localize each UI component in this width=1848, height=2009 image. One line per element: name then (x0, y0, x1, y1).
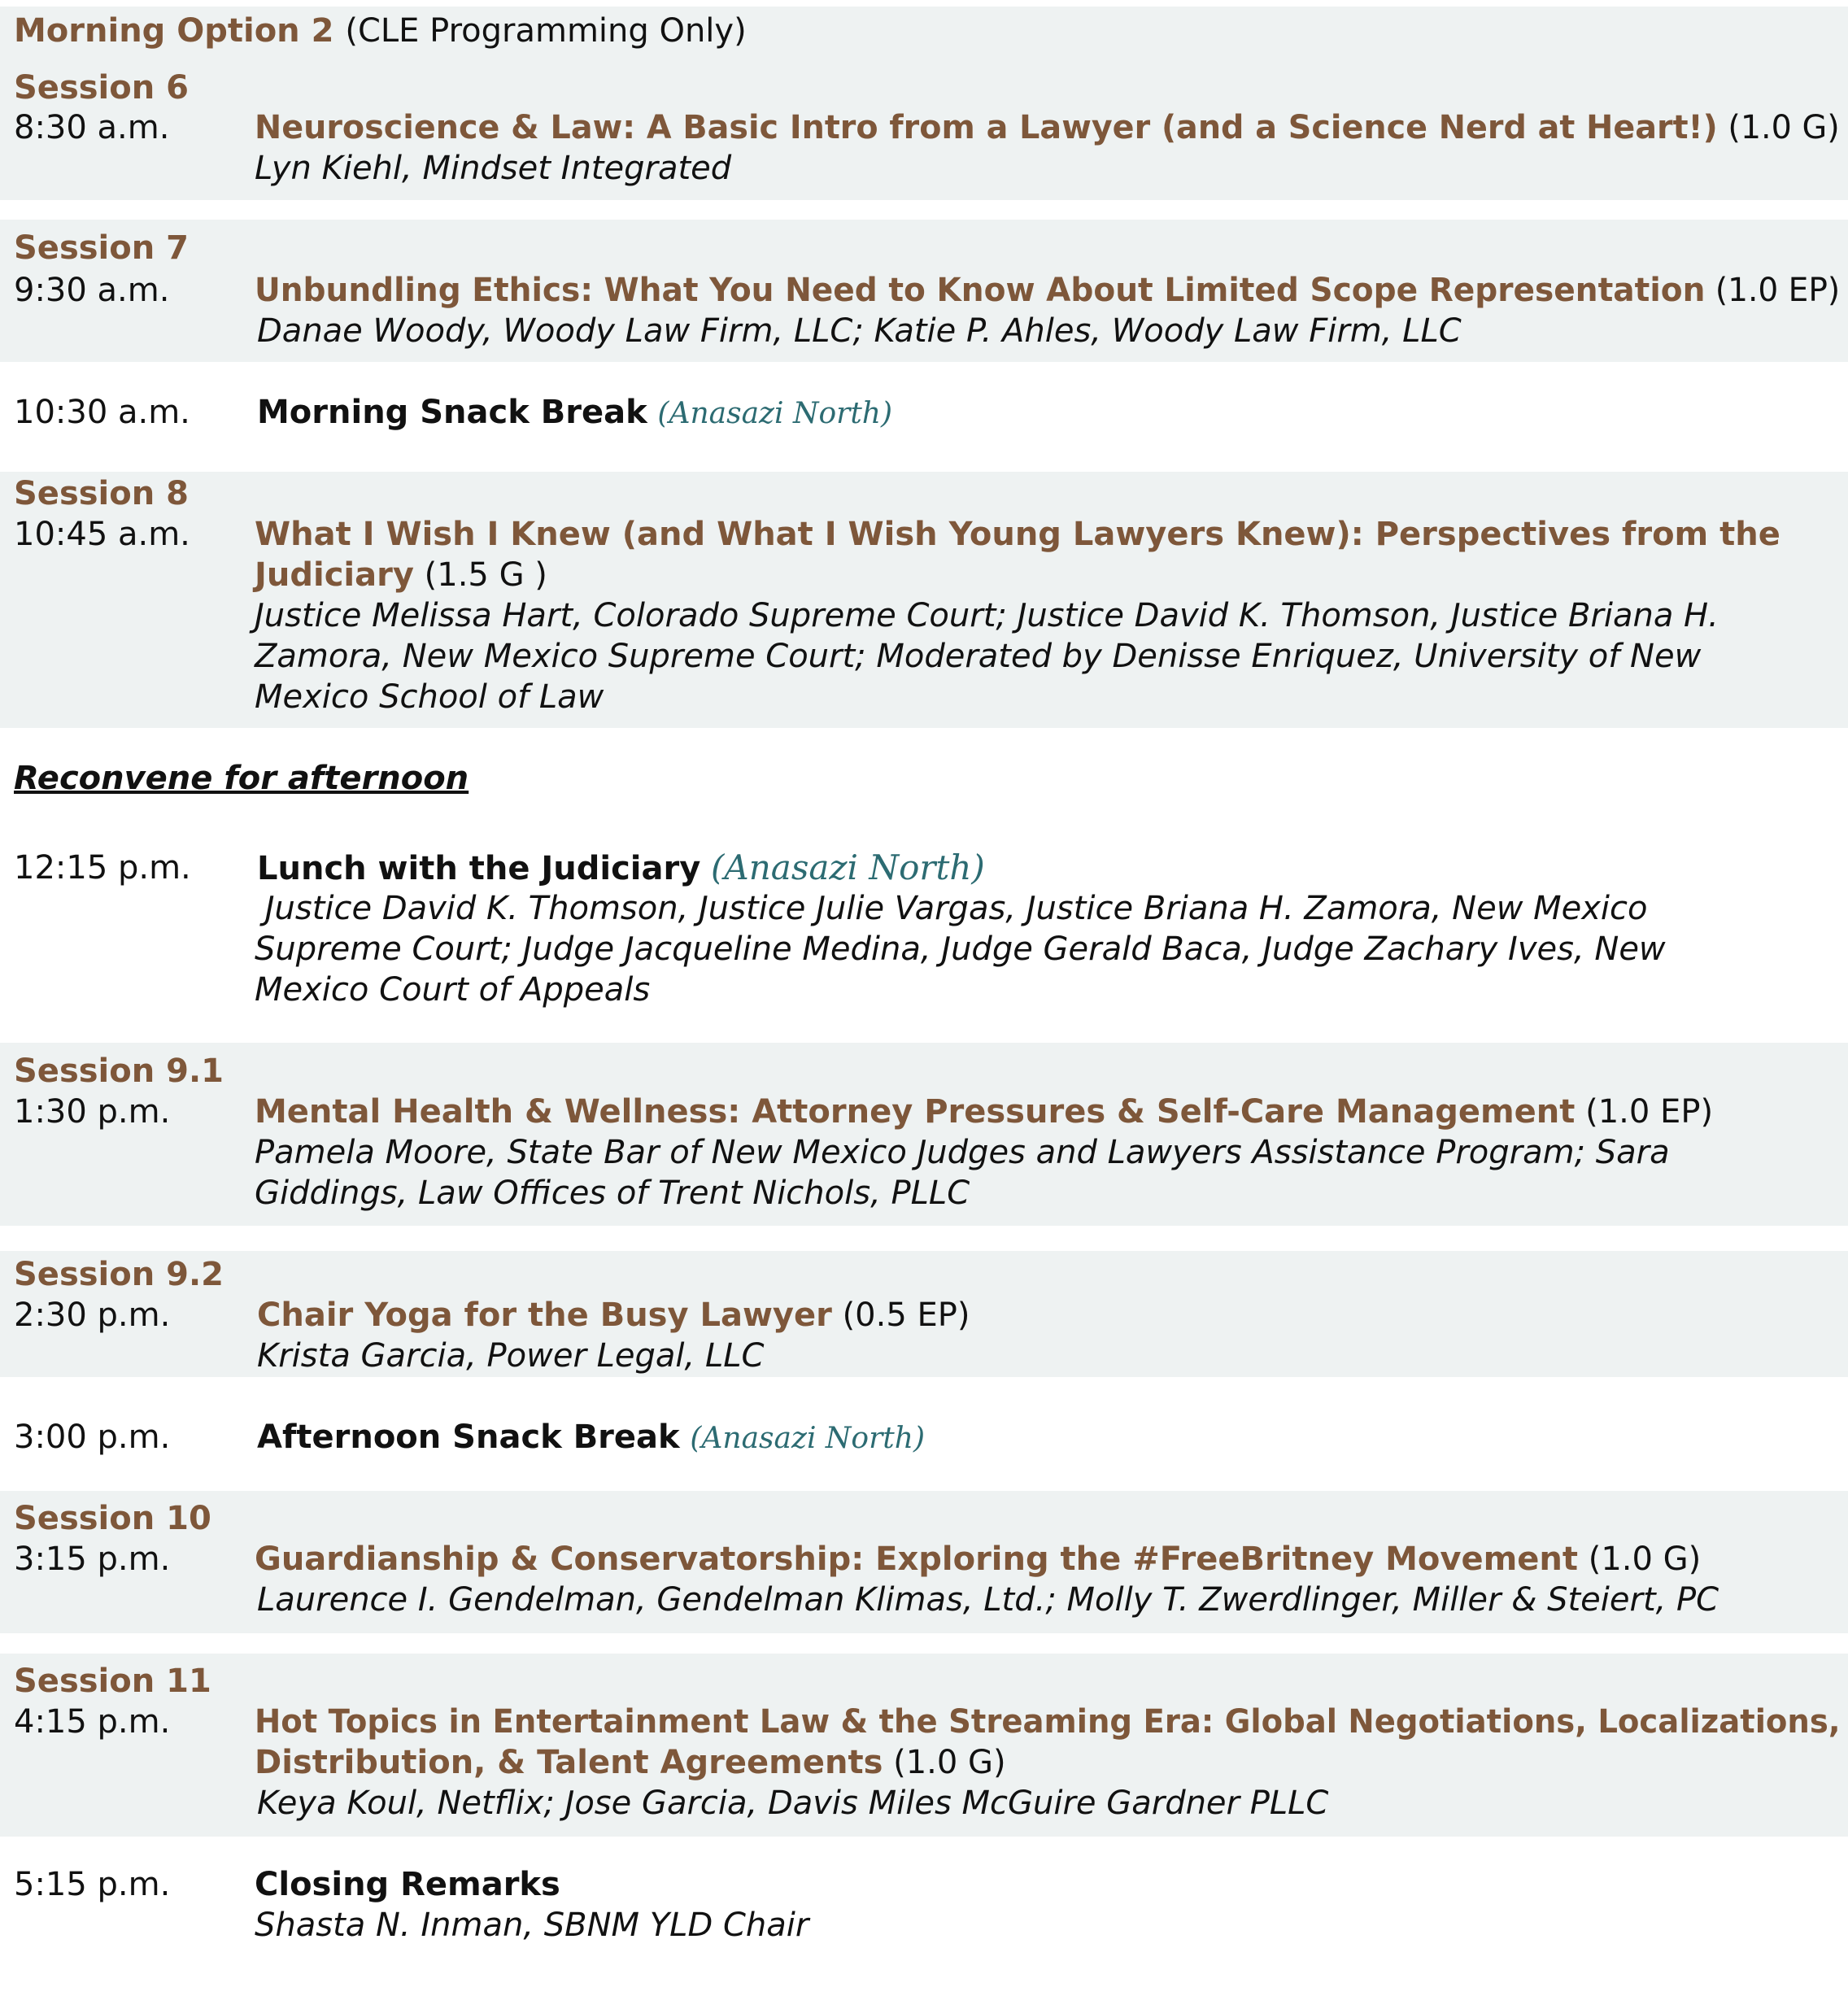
speakers: Pamela Moore, State Bar of New Mexico Judges and Lawyers Assistance Program; Sara (255, 1134, 1670, 1171)
speakers: Zamora, New Mexico Supreme Court; Moderated by Denisse Enriquez, University of New (255, 638, 1702, 675)
break-title: Afternoon Snack Break (257, 1419, 680, 1456)
session-title-row (255, 270, 1840, 311)
session-title: What I Wish I Knew (and What I Wish Young Lawyers Knew): Perspectives from the (255, 516, 1780, 553)
location-label: (Anasazi North) (690, 1422, 925, 1455)
session-label: Session 10 (14, 1500, 211, 1537)
session-title: Neuroscience & Law: A Basic Intro from a Lawyer (and a Science Nerd at Heart!) (255, 109, 1718, 146)
speakers: Krista Garcia, Power Legal, LLC (257, 1337, 765, 1375)
session-title-continued: Judiciary (255, 556, 414, 594)
break-time: 3:00 p.m. (14, 1419, 171, 1456)
speakers: Justice Melissa Hart, Colorado Supreme Court; Justice David K. Thomson, Justice Briana H. (255, 597, 1719, 634)
credit-label: (1.0 G) (893, 1744, 1006, 1781)
session-label: Session 9.1 (14, 1052, 224, 1090)
lunch-time: 12:15 p.m. (14, 849, 191, 887)
session-label: Session 6 (14, 69, 189, 107)
credit-label: (0.5 EP) (842, 1296, 970, 1334)
session-time: 4:15 p.m. (14, 1703, 171, 1741)
speakers: Shasta N. Inman, SBNM YLD Chair (255, 1907, 809, 1944)
reconvene-heading: Reconvene for afternoon (14, 760, 469, 797)
session-title: Unbundling Ethics: What You Need to Know About Limited Scope Representation (255, 272, 1706, 309)
session-title: Chair Yoga for the Busy Lawyer (257, 1296, 832, 1334)
section-header (14, 11, 747, 51)
credit-label: (1.0 EP) (1585, 1093, 1714, 1131)
session-title-row (255, 1742, 1006, 1783)
speakers: Mexico School of Law (255, 678, 604, 716)
credit-label: (1.0 G) (1588, 1541, 1702, 1578)
location-label: (Anasazi North) (711, 848, 985, 887)
session-time: 2:30 p.m. (14, 1296, 171, 1334)
session-time: 3:15 p.m. (14, 1541, 171, 1578)
header-option: Morning Option 2 (14, 12, 334, 50)
session-label: Session 7 (14, 229, 189, 267)
header-note: (CLE Programming Only) (345, 12, 747, 50)
session-title-row (255, 1539, 1701, 1580)
lunch-row (257, 848, 985, 889)
session-time: 1:30 p.m. (14, 1093, 171, 1131)
speakers: Mexico Court of Appeals (255, 971, 651, 1009)
session-title-row (255, 1092, 1713, 1132)
session-title-row (257, 1295, 970, 1336)
speakers: Laurence I. Gendelman, Gendelman Klimas, Ltd.; Molly T. Zwerdlinger, Miller & Steiert, PC (257, 1581, 1719, 1619)
session-title: Hot Topics in Entertainment Law & the Streaming Era: Global Negotiations, Localizations, (255, 1703, 1841, 1741)
session-title: Guardianship & Conservatorship: Exploring the #FreeBritney Movement (255, 1541, 1579, 1578)
session-label: Session 8 (14, 475, 189, 512)
session-time: 8:30 a.m. (14, 109, 170, 146)
session-title: Mental Health & Wellness: Attorney Pressures & Self-Care Management (255, 1093, 1576, 1131)
session-label: Session 11 (14, 1663, 211, 1700)
break-row (257, 392, 892, 434)
session-title-continued: Distribution, & Talent Agreements (255, 1744, 883, 1781)
session-title-row (255, 107, 1840, 148)
location-label: (Anasazi North) (657, 397, 893, 430)
session-label: Session 9.2 (14, 1256, 224, 1293)
break-time: 10:30 a.m. (14, 394, 190, 431)
break-title: Morning Snack Break (257, 394, 647, 431)
closing-time: 5:15 p.m. (14, 1866, 171, 1903)
speakers: Giddings, Law Offices of Trent Nichols, PLLC (255, 1174, 970, 1212)
session-time: 9:30 a.m. (14, 272, 170, 309)
speakers: Danae Woody, Woody Law Firm, LLC; Katie P. Ahles, Woody Law Firm, LLC (257, 312, 1462, 350)
break-row (257, 1417, 925, 1459)
closing-title: Closing Remarks (255, 1866, 560, 1903)
speakers: Keya Koul, Netflix; Jose Garcia, Davis Miles McGuire Gardner PLLC (257, 1785, 1329, 1822)
credit-label: (1.5 G ) (424, 556, 547, 594)
speakers: Justice David K. Thomson, Justice Julie Vargas, Justice Briana H. Zamora, New Mexico (255, 890, 1648, 927)
session-title-row (255, 555, 547, 595)
session-time: 10:45 a.m. (14, 516, 190, 553)
speakers: Lyn Kiehl, Mindset Integrated (255, 150, 732, 187)
credit-label: (1.0 EP) (1715, 272, 1841, 309)
credit-label: (1.0 G) (1728, 109, 1840, 146)
lunch-title: Lunch with the Judiciary (257, 850, 701, 887)
speakers: Supreme Court; Judge Jacqueline Medina, Judge Gerald Baca, Judge Zachary Ives, New (255, 930, 1666, 968)
